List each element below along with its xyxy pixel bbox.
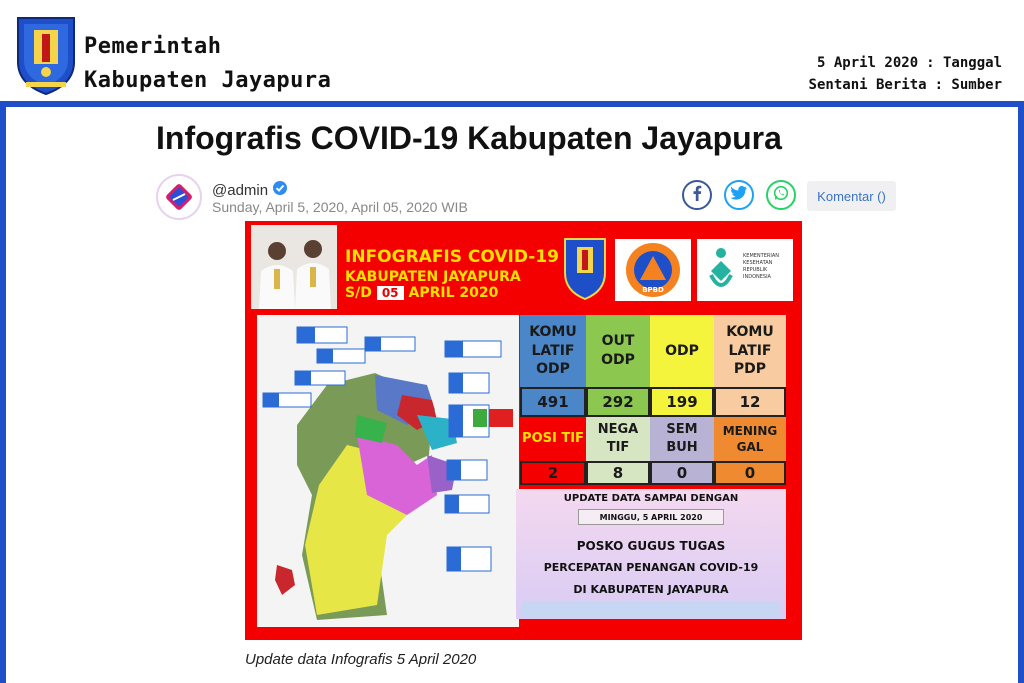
infographic-title-line-1: INFOGRAFIS COVID-19 (345, 247, 560, 267)
article-meta (809, 52, 1002, 96)
posko-info-box (516, 489, 786, 619)
kabupaten-logo[interactable] (14, 12, 78, 96)
value-sembuh: 0 (650, 461, 714, 485)
posko-line-2: PERCEPATAN PENANGAN COVID-19 (543, 561, 759, 574)
meta-source-value: Sentani Berita (808, 77, 927, 93)
label-komulatif-odp: KOMU LATIF ODP (520, 315, 586, 387)
share-facebook-button[interactable] (682, 180, 712, 210)
infographic-image (245, 221, 802, 640)
meta-date-value: 5 April 2020 (816, 55, 919, 71)
kabupaten-emblem-icon (563, 237, 607, 301)
update-label: UPDATE DATA SAMPAI DENGAN (563, 493, 739, 504)
twitter-icon (731, 186, 747, 205)
author-name[interactable]: @admin (212, 181, 269, 199)
update-date-box (578, 509, 724, 525)
kemenkes-line-2: KESEHATAN (743, 260, 773, 266)
share-whatsapp-button[interactable] (766, 180, 796, 210)
label-komulatif-pdp: KOMU LATIF PDP (714, 315, 786, 387)
posko-line-3: DI KABUPATEN JAYAPURA (573, 583, 729, 596)
title-day: 05 (377, 286, 404, 300)
value-negatif: 8 (586, 461, 650, 485)
facebook-icon (690, 185, 704, 206)
kemenkes-line-1: KEMENTERIAN (743, 253, 779, 259)
label-meninggal: MENING GAL (714, 417, 786, 461)
district-map (257, 315, 519, 627)
value-komulatif-odp: 491 (520, 387, 586, 417)
value-odp: 199 (650, 387, 714, 417)
verified-icon (272, 180, 288, 200)
label-odp: ODP (650, 315, 714, 387)
bpbd-label: BPBD (642, 286, 664, 294)
image-caption: Update data Infografis 5 April 2020 (245, 651, 477, 668)
infographic-title-line-3 (345, 285, 498, 301)
value-komulatif-pdp: 12 (714, 387, 786, 417)
posko-footer-bar (522, 601, 780, 617)
kemenkes-line-3: REPUBLIK (743, 267, 768, 273)
meta-source-label: : Sumber (934, 77, 1002, 93)
kemenkes-logo (697, 239, 793, 301)
kemenkes-line-4: INDONESIA (743, 274, 771, 280)
gov-line-2: Kabupaten Jayapura (84, 68, 332, 93)
publish-date: Sunday, April 5, 2020, April 05, 2020 WIB (212, 199, 468, 215)
author-avatar[interactable] (156, 174, 202, 220)
infographic-title-line-2: KABUPATEN JAYAPURA (345, 269, 521, 285)
posko-line-1: POSKO GUGUS TUGAS (576, 539, 726, 553)
share-twitter-button[interactable] (724, 180, 754, 210)
whatsapp-icon (773, 185, 789, 206)
gov-line-1: Pemerintah (84, 34, 222, 59)
title-month: APRIL 2020 (408, 285, 499, 301)
officials-photo (251, 225, 337, 309)
title-sd: S/D (345, 285, 372, 301)
site-header (0, 0, 1024, 103)
label-sembuh: SEM BUH (650, 417, 714, 461)
label-positif: POSI TIF (520, 417, 586, 461)
update-date: MINGGU, 5 APRIL 2020 (599, 512, 703, 522)
government-name (84, 30, 331, 98)
article-title: Infografis COVID-19 Kabupaten Jayapura (156, 120, 782, 156)
value-out-odp: 292 (586, 387, 650, 417)
label-negatif: NEGA TIF (586, 417, 650, 461)
comment-button[interactable]: Komentar () (807, 181, 896, 211)
meta-date-label: : Tanggal (926, 55, 1002, 71)
label-out-odp: OUT ODP (586, 315, 650, 387)
value-positif: 2 (520, 461, 586, 485)
author-line (212, 180, 288, 200)
bpbd-logo (615, 239, 691, 301)
value-meninggal: 0 (714, 461, 786, 485)
